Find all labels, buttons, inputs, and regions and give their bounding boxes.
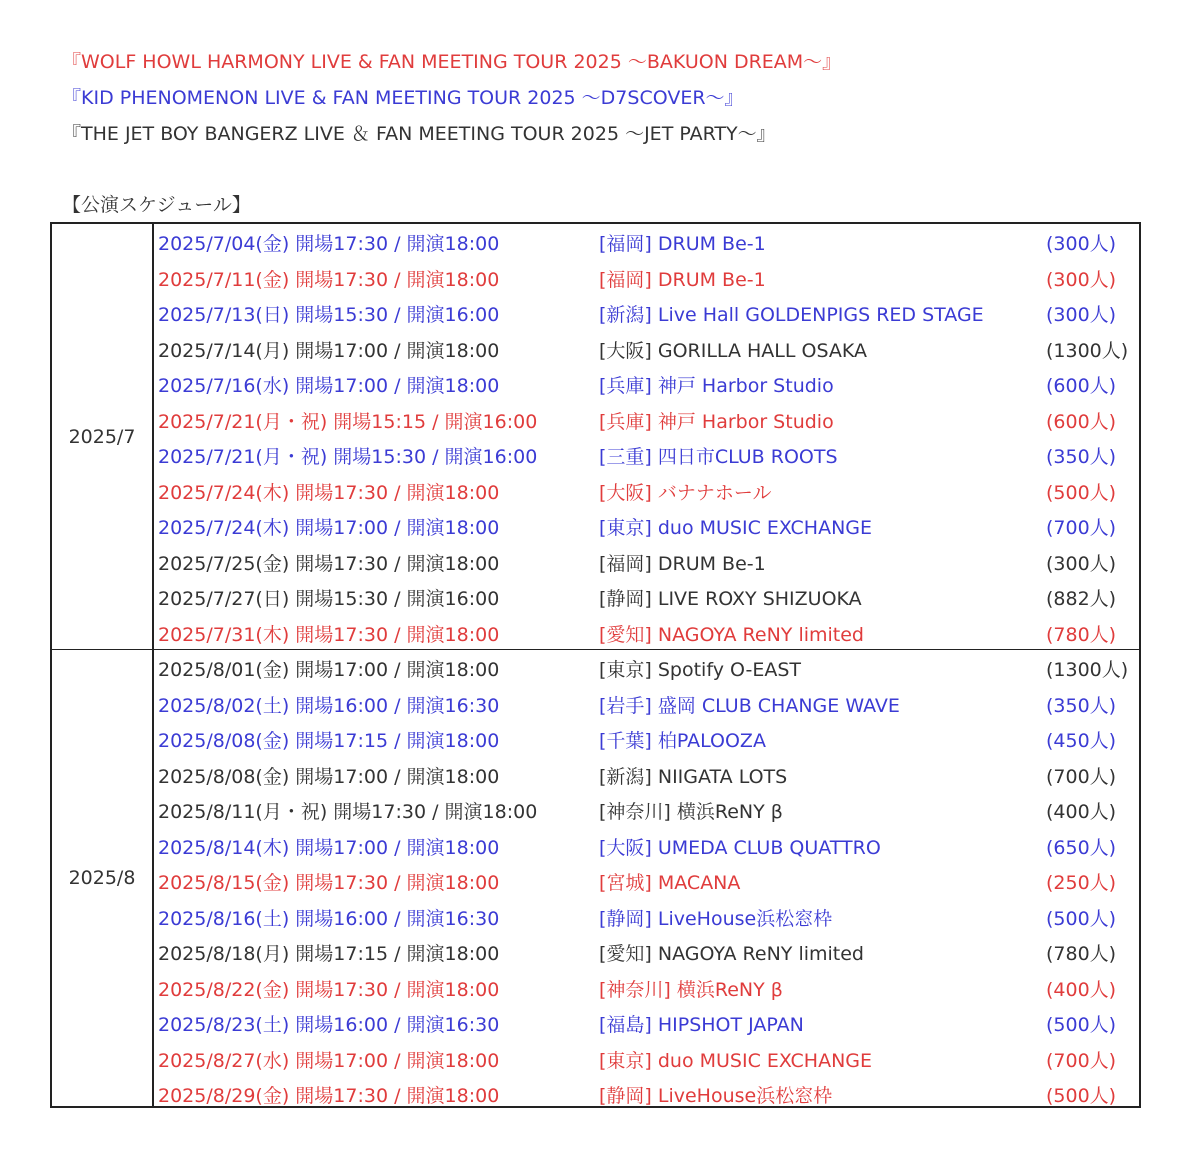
venue-capacity: (300人) xyxy=(1046,552,1117,575)
month-block-july xyxy=(52,224,1139,650)
performance-datetime: 2025/8/11(月・祝) 開場17:30 / 開演18:00 xyxy=(158,801,538,823)
venue-name: [福島] HIPSHOT JAPAN xyxy=(599,1014,804,1036)
venue-capacity: (500人) xyxy=(1046,1014,1117,1036)
venue-name: [大阪] バナナホール xyxy=(599,481,772,504)
venue-name: [愛知] NAGOYA ReNY limited xyxy=(599,943,864,965)
performance-datetime: 2025/8/18(月) 開場17:15 / 開演18:00 xyxy=(158,943,500,965)
venue-capacity: (300人) xyxy=(1046,304,1117,326)
venue-name: [大阪] GORILLA HALL OSAKA xyxy=(599,339,867,362)
performance-datetime: 2025/7/21(月・祝) 開場15:15 / 開演16:00 xyxy=(158,410,538,433)
performance-datetime: 2025/7/13(日) 開場15:30 / 開演16:00 xyxy=(158,304,500,326)
venue-capacity: (700人) xyxy=(1046,765,1117,788)
venue-name: [福岡] DRUM Be-1 xyxy=(599,233,766,255)
tour-title-jet-boy-bangerz: 『THE JET BOY BANGERZ LIVE ＆ FAN MEETING TOUR 2025 ～JET PARTY～』 xyxy=(62,123,776,145)
venue-name: [東京] Spotify O-EAST xyxy=(599,659,801,681)
venue-capacity: (400人) xyxy=(1046,801,1117,823)
performance-datetime: 2025/7/24(木) 開場17:00 / 開演18:00 xyxy=(158,517,500,539)
schedule-row xyxy=(156,437,1139,473)
schedule-row xyxy=(156,757,1139,793)
venue-name: [神奈川] 横浜ReNY β xyxy=(599,978,783,1001)
venue-name: [福岡] DRUM Be-1 xyxy=(599,552,766,575)
venue-name: [東京] duo MUSIC EXCHANGE xyxy=(599,1049,873,1072)
performance-datetime: 2025/8/29(金) 開場17:30 / 開演18:00 xyxy=(158,1085,500,1107)
schedule-row xyxy=(156,402,1139,438)
schedule-row xyxy=(156,721,1139,757)
venue-capacity: (882人) xyxy=(1046,588,1117,610)
month-label: 2025/7 xyxy=(52,224,154,649)
venue-name: [静岡] LiveHouse浜松窓枠 xyxy=(599,907,833,930)
performance-datetime: 2025/8/14(木) 開場17:00 / 開演18:00 xyxy=(158,836,500,859)
performance-datetime: 2025/8/02(土) 開場16:00 / 開演16:30 xyxy=(158,694,500,717)
performance-datetime: 2025/8/16(土) 開場16:00 / 開演16:30 xyxy=(158,907,500,930)
performance-datetime: 2025/7/21(月・祝) 開場15:30 / 開演16:00 xyxy=(158,446,538,468)
venue-capacity: (350人) xyxy=(1046,446,1117,468)
schedule-row xyxy=(156,579,1139,615)
performance-datetime: 2025/8/15(金) 開場17:30 / 開演18:00 xyxy=(158,872,500,894)
schedule-row xyxy=(156,544,1139,580)
venue-capacity: (700人) xyxy=(1046,1049,1117,1072)
tour-title-wolf-howl-harmony: 『WOLF HOWL HARMONY LIVE & FAN MEETING TOUR 2025 ～BAKUON DREAM～』 xyxy=(62,51,842,73)
venue-capacity: (650人) xyxy=(1046,836,1117,859)
venue-name: [新潟] NIIGATA LOTS xyxy=(599,765,788,788)
venue-capacity: (450人) xyxy=(1046,730,1117,752)
performance-datetime: 2025/8/08(金) 開場17:00 / 開演18:00 xyxy=(158,765,500,788)
performance-datetime: 2025/7/27(日) 開場15:30 / 開演16:00 xyxy=(158,588,500,610)
month-label: 2025/8 xyxy=(52,650,154,1106)
schedule-row xyxy=(156,686,1139,722)
venue-capacity: (500人) xyxy=(1046,481,1117,504)
venue-capacity: (300人) xyxy=(1046,268,1117,291)
venue-capacity: (500人) xyxy=(1046,1085,1117,1107)
venue-name: [愛知] NAGOYA ReNY limited xyxy=(599,623,864,646)
tour-titles xyxy=(62,48,841,156)
schedule-row xyxy=(156,473,1139,509)
schedule-row xyxy=(156,1076,1139,1112)
venue-name: [兵庫] 神戸 Harbor Studio xyxy=(599,410,834,433)
performance-datetime: 2025/7/25(金) 開場17:30 / 開演18:00 xyxy=(158,552,500,575)
venue-capacity: (250人) xyxy=(1046,872,1117,894)
venue-capacity: (300人) xyxy=(1046,233,1117,255)
month-block-august xyxy=(52,650,1139,1106)
performance-datetime: 2025/8/22(金) 開場17:30 / 開演18:00 xyxy=(158,978,500,1001)
venue-capacity: (600人) xyxy=(1046,375,1117,397)
schedule-row xyxy=(156,1041,1139,1077)
schedule-row xyxy=(156,295,1139,331)
schedule-rows xyxy=(156,650,1139,1112)
venue-name: [大阪] UMEDA CLUB QUATTRO xyxy=(599,836,881,859)
schedule-row xyxy=(156,899,1139,935)
venue-name: [東京] duo MUSIC EXCHANGE xyxy=(599,517,873,539)
venue-name: [福岡] DRUM Be-1 xyxy=(599,268,766,291)
schedule-row xyxy=(156,224,1139,260)
venue-capacity: (350人) xyxy=(1046,694,1117,717)
venue-capacity: (500人) xyxy=(1046,907,1117,930)
schedule-row xyxy=(156,366,1139,402)
performance-datetime: 2025/7/16(水) 開場17:00 / 開演18:00 xyxy=(158,375,500,397)
performance-datetime: 2025/8/08(金) 開場17:15 / 開演18:00 xyxy=(158,730,500,752)
schedule-row xyxy=(156,828,1139,864)
schedule-table xyxy=(50,222,1141,1108)
schedule-row xyxy=(156,934,1139,970)
venue-name: [宮城] MACANA xyxy=(599,872,741,894)
schedule-row xyxy=(156,650,1139,686)
performance-datetime: 2025/8/27(水) 開場17:00 / 開演18:00 xyxy=(158,1049,500,1072)
performance-datetime: 2025/7/24(木) 開場17:30 / 開演18:00 xyxy=(158,481,500,504)
schedule-row xyxy=(156,1005,1139,1041)
venue-name: [兵庫] 神戸 Harbor Studio xyxy=(599,375,834,397)
venue-name: [新潟] Live Hall GOLDENPIGS RED STAGE xyxy=(599,304,984,326)
schedule-row xyxy=(156,615,1139,651)
performance-datetime: 2025/7/14(月) 開場17:00 / 開演18:00 xyxy=(158,339,500,362)
venue-name: [岩手] 盛岡 CLUB CHANGE WAVE xyxy=(599,694,900,717)
schedule-row xyxy=(156,260,1139,296)
venue-name: [千葉] 柏PALOOZA xyxy=(599,730,766,752)
schedule-rows xyxy=(156,224,1139,650)
performance-datetime: 2025/8/23(土) 開場16:00 / 開演16:30 xyxy=(158,1014,500,1036)
venue-name: [静岡] LiveHouse浜松窓枠 xyxy=(599,1085,833,1107)
venue-capacity: (400人) xyxy=(1046,978,1117,1001)
venue-name: [神奈川] 横浜ReNY β xyxy=(599,801,783,823)
performance-datetime: 2025/8/01(金) 開場17:00 / 開演18:00 xyxy=(158,659,500,681)
venue-capacity: (1300人) xyxy=(1046,339,1129,362)
schedule-row xyxy=(156,792,1139,828)
schedule-heading: 【公演スケジュール】 xyxy=(62,194,251,216)
venue-capacity: (600人) xyxy=(1046,410,1117,433)
schedule-row xyxy=(156,970,1139,1006)
tour-title-kid-phenomenon: 『KID PHENOMENON LIVE & FAN MEETING TOUR 2025 ～D7SCOVER～』 xyxy=(62,87,744,109)
schedule-row xyxy=(156,331,1139,367)
schedule-row xyxy=(156,863,1139,899)
venue-capacity: (1300人) xyxy=(1046,659,1129,681)
venue-capacity: (700人) xyxy=(1046,517,1117,539)
schedule-row xyxy=(156,508,1139,544)
venue-name: [静岡] LIVE ROXY SHIZUOKA xyxy=(599,588,862,610)
performance-datetime: 2025/7/04(金) 開場17:30 / 開演18:00 xyxy=(158,233,500,255)
performance-datetime: 2025/7/31(木) 開場17:30 / 開演18:00 xyxy=(158,623,500,646)
venue-capacity: (780人) xyxy=(1046,943,1117,965)
venue-capacity: (780人) xyxy=(1046,623,1117,646)
performance-datetime: 2025/7/11(金) 開場17:30 / 開演18:00 xyxy=(158,268,500,291)
venue-name: [三重] 四日市CLUB ROOTS xyxy=(599,446,838,468)
